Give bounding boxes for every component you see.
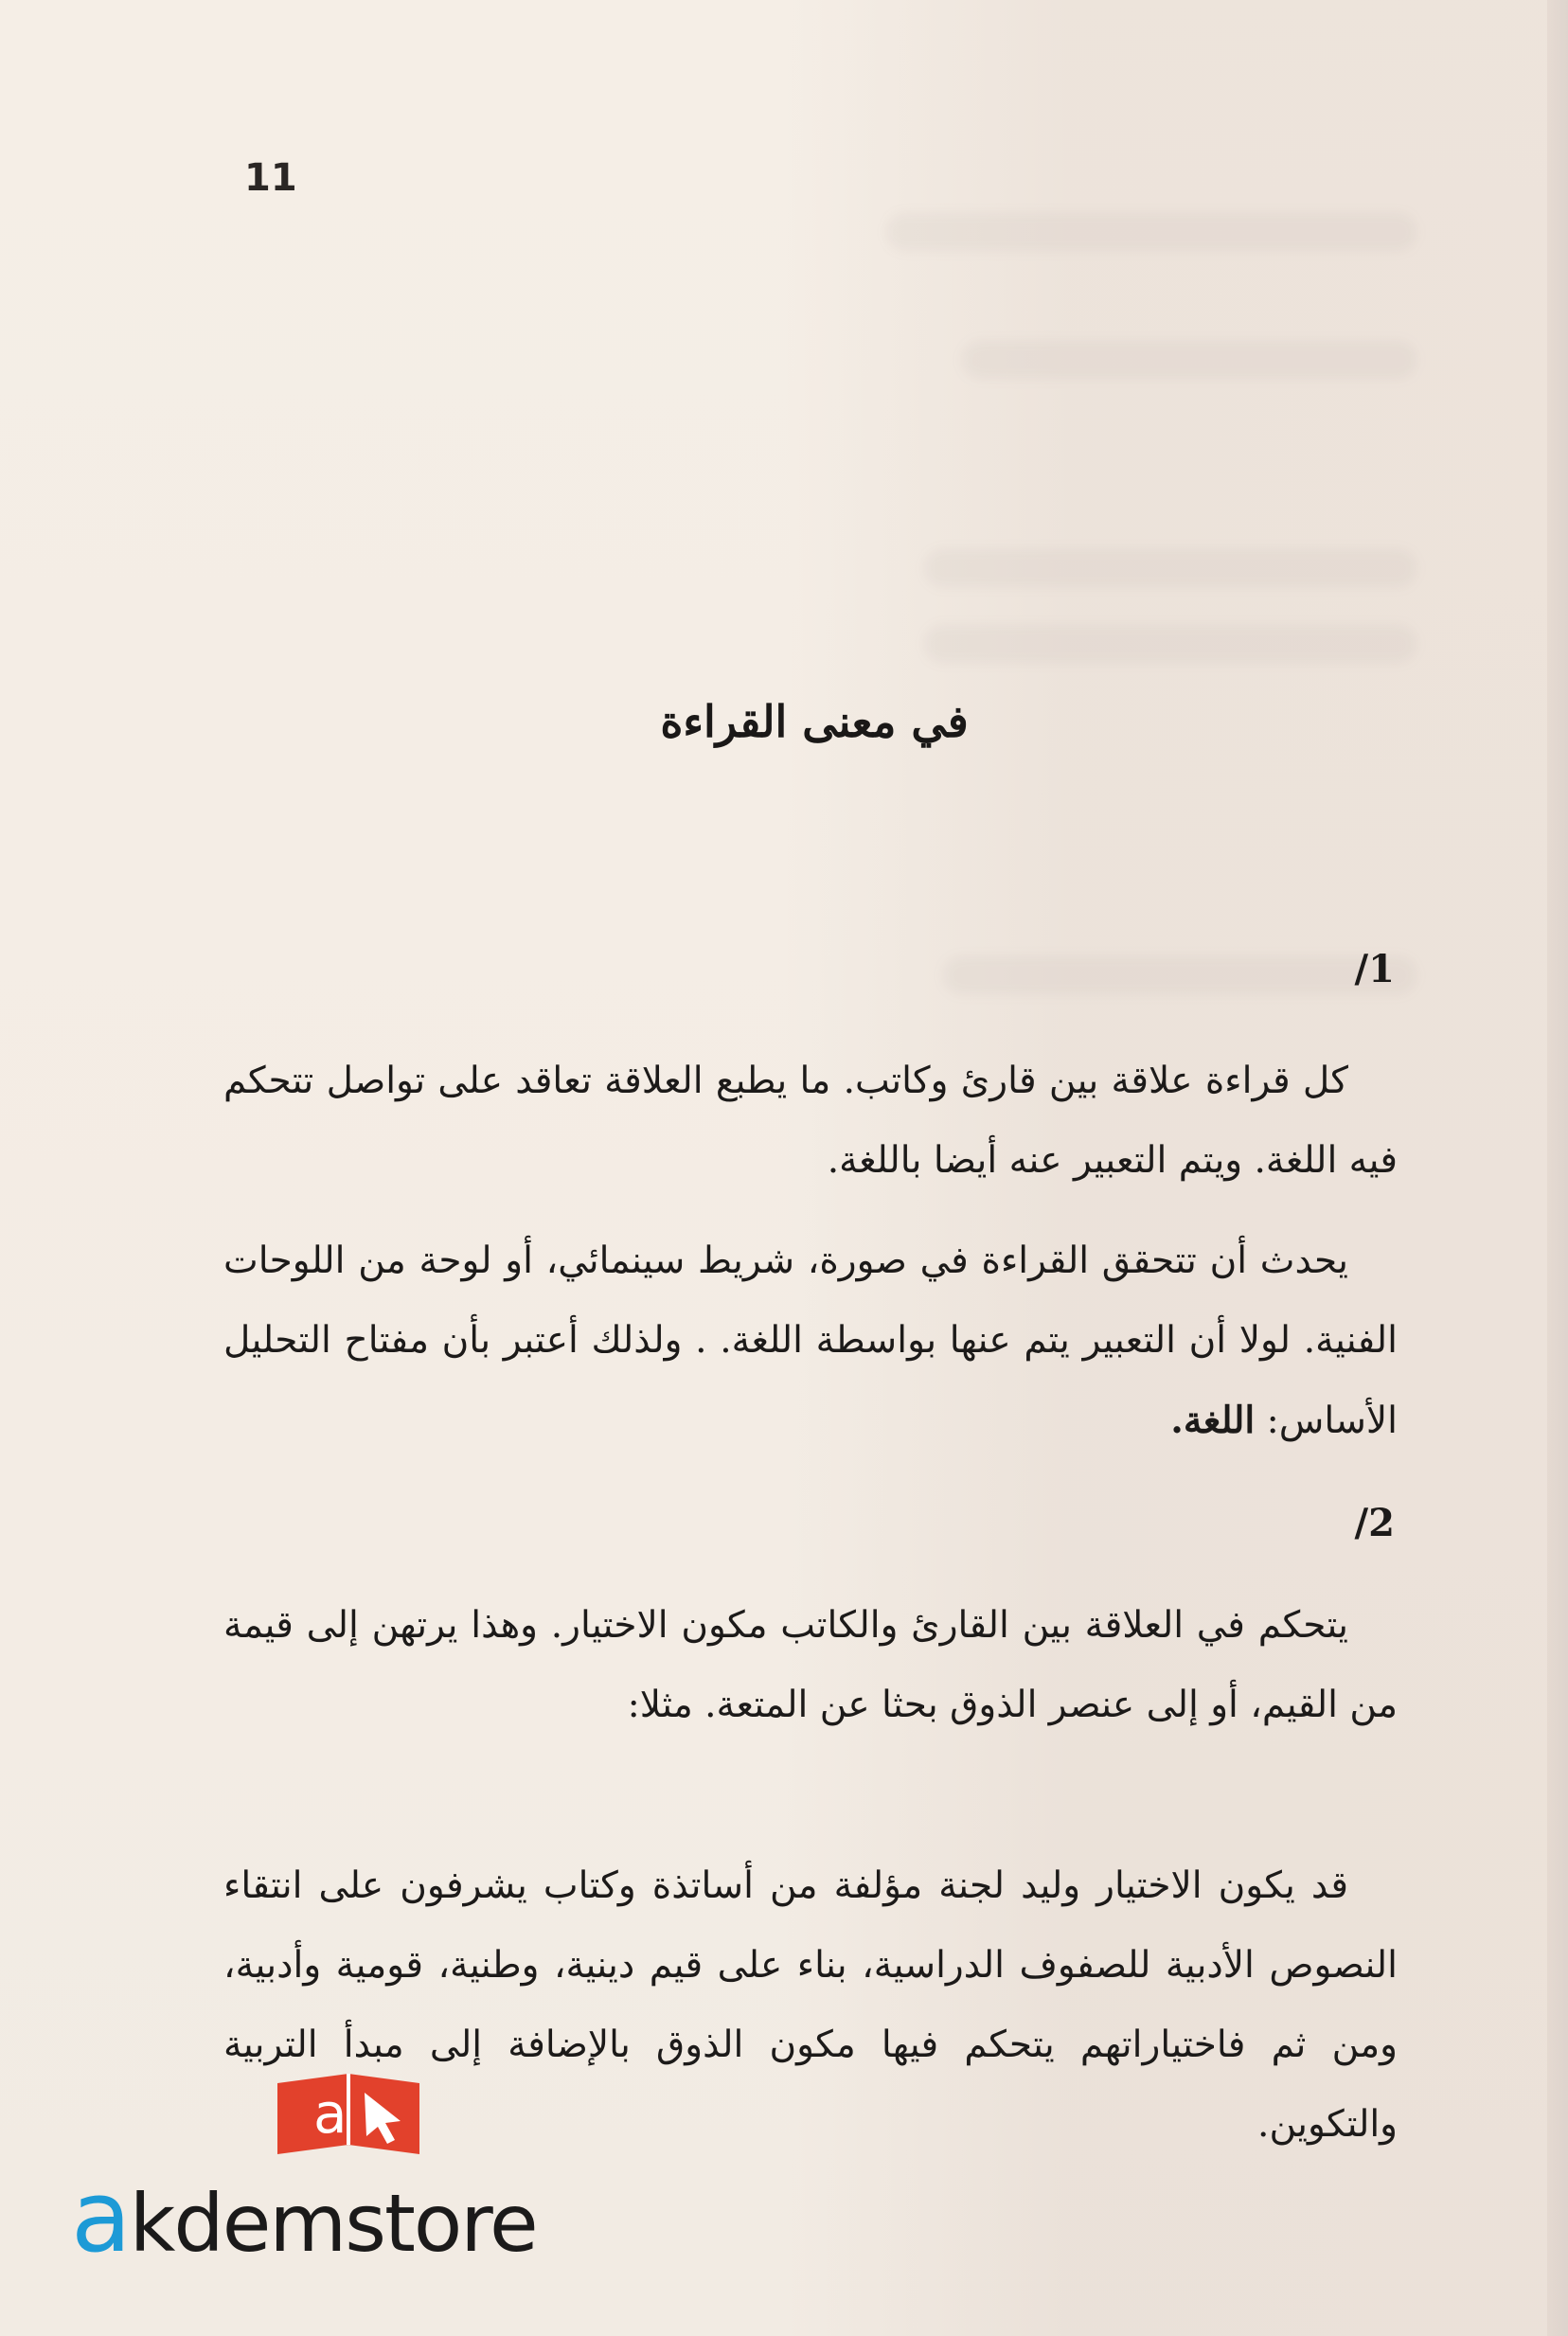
bleed-through-line xyxy=(924,625,1417,663)
brand-first-letter: a xyxy=(71,2159,130,2274)
paragraph xyxy=(223,1586,1398,1745)
chapter-title: في معنى القراءة xyxy=(660,696,969,747)
bleed-through-line xyxy=(962,341,1417,379)
section-number: /1 xyxy=(1354,947,1395,991)
bleed-through-line xyxy=(924,549,1417,587)
brand-name xyxy=(71,2159,537,2274)
page-edge-shadow xyxy=(1547,0,1568,2336)
paragraph xyxy=(223,1221,1398,1461)
bleed-through-line xyxy=(886,213,1417,251)
paragraph-text: كل قراءة علاقة بين قارئ وكاتب. ما يطبع العلاقة تعاقد على تواصل تتحكم فيه اللغة. ويتم التعبير عنه أيضا باللغة. xyxy=(223,1060,1398,1182)
emphasized-word: اللغة. xyxy=(1170,1399,1256,1442)
paragraph-text: يحدث أن تتحقق القراءة في صورة، شريط سينمائي، أو لوحة من اللوحات الفنية. لولا أن التعبير يتم عنها بواسطة اللغة. . ولذلك أعتبر بأن مفتاح التحليل الأساس: xyxy=(223,1239,1398,1442)
bleed-through-line xyxy=(943,956,1417,994)
paragraph-text: يتحكم في العلاقة بين القارئ والكاتب مكون الاختيار. وهذا يرتهن إلى قيمة من القيم، أو إلى عنصر الذوق بحثا عن المتعة. مثلا: xyxy=(223,1604,1398,1726)
logo-icon-letter: a xyxy=(313,2081,347,2146)
page-number: 11 xyxy=(244,156,297,200)
paragraph-text: قد يكون الاختيار وليد لجنة مؤلفة من أساتذة وكتاب يشرفون على انتقاء النصوص الأدبية للصفوف الدراسية، بناء على قيم دينية، وطنية، قومية وأدبية، ومن ثم فاختياراتهم يتحكم فيها مكون الذوق بالإضافة إلى مبدأ التربية والتكوين. xyxy=(223,1864,1398,2146)
store-watermark-logo xyxy=(71,2064,563,2274)
paragraph xyxy=(223,1042,1398,1201)
brand-rest: kdemstore xyxy=(129,2177,537,2270)
book-cursor-icon xyxy=(258,2064,438,2159)
section-number: /2 xyxy=(1354,1501,1395,1545)
